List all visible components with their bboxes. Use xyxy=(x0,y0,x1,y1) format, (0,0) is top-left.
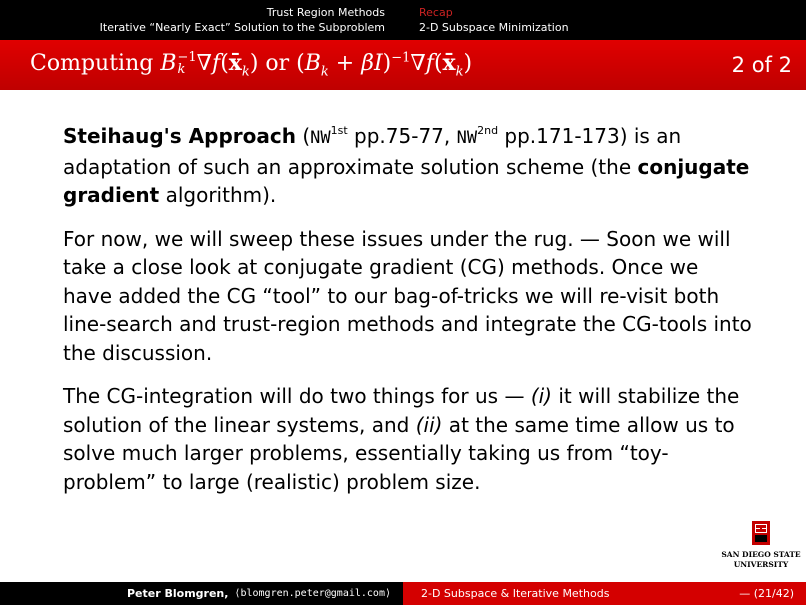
nw-ref-2: NW xyxy=(456,128,478,148)
footer-slide-counter: — (21/42) xyxy=(739,587,794,600)
nw-ref-1: NW xyxy=(310,128,331,148)
steihaug-heading: Steihaug's Approach xyxy=(63,124,296,148)
header-subsection[interactable]: Iterative “Nearly Exact” Solution to the Subproblem xyxy=(99,21,385,34)
frame-title: Computing B −1 k $\nabla f(x̄_k)$ or ($B_k$ + $\beta I)^{-1}\nabla f(x̄_k)$ xyxy=(30,50,473,80)
title-lead: Computing xyxy=(30,51,154,77)
nw-ref-1-edition: 1st xyxy=(330,124,348,137)
p3-part-b: it will stabilize the solution of the linear systems, and xyxy=(63,384,740,437)
logo-line1: SAN DIEGO STATE xyxy=(721,550,801,559)
header-section[interactable]: Trust Region Methods xyxy=(266,6,385,19)
nw-ref-2-edition: 2nd xyxy=(477,124,499,137)
cg-term: conjugate gradient xyxy=(63,154,750,207)
p3-part-c: at the same time allow us to solve much larger problems, essentially taking us from “toy-problem” to large (realistic) problem size. xyxy=(63,412,735,494)
footer-talk-title: 2-D Subspace & Iterative Methods xyxy=(421,587,610,600)
header-subsection-nav xyxy=(403,0,806,40)
p1-end: algorithm). xyxy=(159,183,277,207)
footer-author-block xyxy=(0,582,403,605)
footer-author: Peter Blomgren, xyxy=(127,587,229,600)
sdsu-logo xyxy=(721,521,801,571)
pages-ref-1: pp.75-77, xyxy=(347,124,457,148)
header-bar xyxy=(0,0,806,40)
p3-item-ii: (ii) xyxy=(415,412,443,437)
pages-ref-2: pp.171-173) is an adaptation of such an approximate solution scheme (the xyxy=(63,124,682,179)
footer-bar xyxy=(0,582,806,605)
frame-title-bar xyxy=(0,40,806,90)
p3-part-a: The CG-integration will do two things for us — xyxy=(63,384,531,408)
nav-recap[interactable]: Recap xyxy=(419,6,453,19)
nav-current[interactable]: 2-D Subspace Minimization xyxy=(419,21,569,34)
p3-item-i: (i) xyxy=(530,384,552,408)
paragraph-steihaug: Steihaug's Approach ($NW^{1st}$ pp.75-77, $NW^{2nd}$ pp.171-173) is an adaptation of such an approximate solution scheme (the conjugate gradient algorithm). xyxy=(63,124,750,207)
footer-talk-block xyxy=(403,582,806,605)
sdsu-emblem-icon xyxy=(721,521,801,571)
paragraph-cg-integration xyxy=(63,382,753,496)
logo-line2: UNIVERSITY xyxy=(733,560,789,569)
footer-email: ⟨blomgren.peter@gmail.com⟩ xyxy=(234,588,391,599)
header-section-nav xyxy=(0,0,403,40)
paragraph-cg-outlook: For now, we will sweep these issues under the rug. — Soon we will take a close look at conjugate gradient (CG) methods. Once we have added the CG “tool” to our bag-of-tricks we will re-visit both line-search and trust-region methods and integrate the CG-tools into the discussion. xyxy=(63,226,752,365)
frame-page-indicator: 2 of 2 xyxy=(731,53,792,77)
slide-content xyxy=(63,122,753,511)
